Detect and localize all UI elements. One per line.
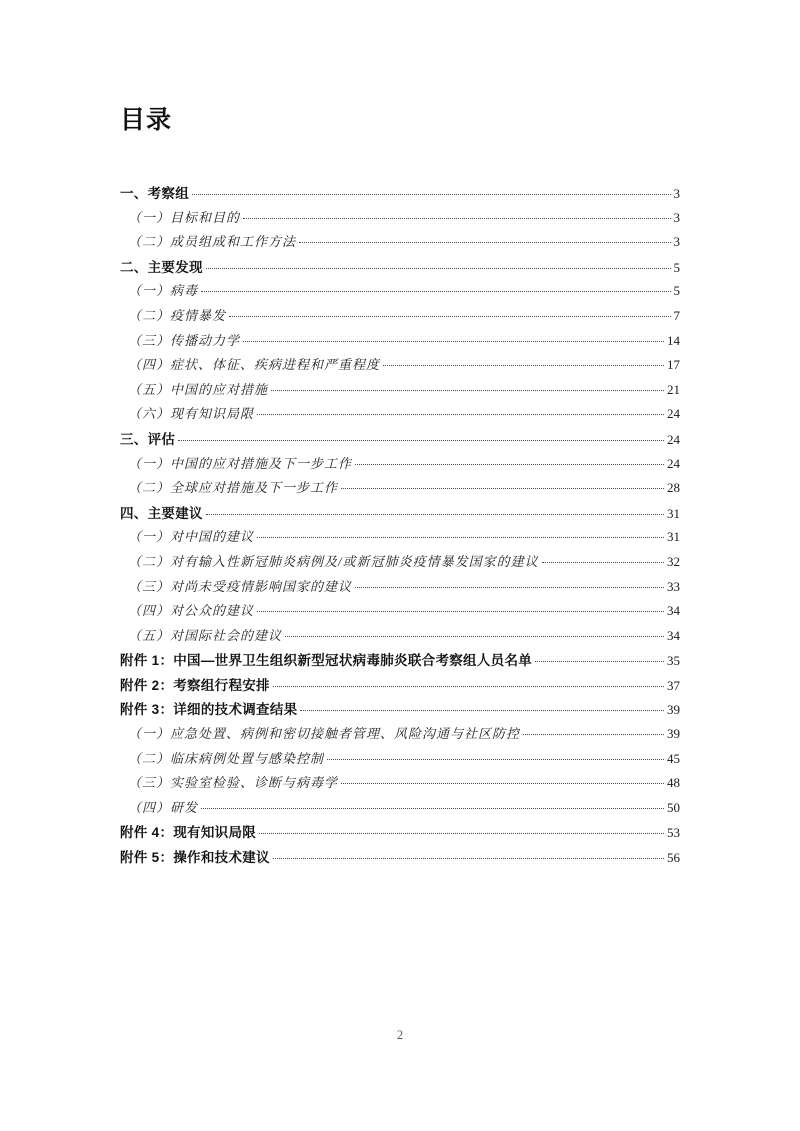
toc-entry[interactable] xyxy=(120,551,680,576)
dotted-leader xyxy=(383,365,664,366)
toc-entry-label: （二）疫情暴发 xyxy=(128,307,227,323)
toc-entry[interactable] xyxy=(120,526,680,551)
page-number: 2 xyxy=(396,1028,404,1042)
dotted-leader xyxy=(285,636,664,637)
toc-entry-label: （一）目标和目的 xyxy=(128,209,241,225)
toc-entry[interactable] xyxy=(120,698,680,723)
toc-entry[interactable] xyxy=(120,453,680,478)
toc-entry-page: 32 xyxy=(667,553,680,569)
dotted-leader xyxy=(273,686,664,687)
dotted-leader xyxy=(355,587,664,588)
toc-entry-label: （五）对国际社会的建议 xyxy=(128,627,283,643)
toc-entry-page: 31 xyxy=(667,505,680,521)
dotted-leader xyxy=(243,218,670,219)
toc-entry-page: 37 xyxy=(667,677,680,693)
toc-entry[interactable] xyxy=(120,576,680,601)
dotted-leader xyxy=(327,759,664,760)
dotted-leader xyxy=(535,661,664,662)
toc-entry-page: 34 xyxy=(667,603,680,619)
toc-entry[interactable] xyxy=(120,674,680,699)
toc-entry-label: （五）中国的应对措施 xyxy=(128,381,269,397)
toc-entry[interactable] xyxy=(120,403,680,428)
toc-entry-page: 24 xyxy=(667,455,680,471)
toc-entry[interactable] xyxy=(120,600,680,625)
dotted-leader xyxy=(300,710,664,711)
toc-content xyxy=(120,100,680,871)
toc-entry[interactable] xyxy=(120,502,680,527)
toc-entry-page: 53 xyxy=(667,825,680,841)
page-footer xyxy=(0,1028,800,1043)
toc-entry-label: （三）实验室检验、诊断与病毒学 xyxy=(128,775,339,791)
toc-entry[interactable] xyxy=(120,280,680,305)
toc-entry[interactable] xyxy=(120,723,680,748)
toc-entry-label: （二）全球应对措施及下一步工作 xyxy=(128,480,339,496)
toc-entry-page: 39 xyxy=(667,726,680,742)
toc-entry-label: （一）病毒 xyxy=(128,283,199,299)
dotted-leader xyxy=(206,268,671,269)
toc-entry-page: 17 xyxy=(667,357,680,373)
toc-entry-label: （四）研发 xyxy=(128,799,199,815)
dotted-leader xyxy=(355,464,664,465)
toc-entry[interactable] xyxy=(120,477,680,502)
toc-entry[interactable] xyxy=(120,207,680,232)
dotted-leader xyxy=(271,390,664,391)
dotted-leader xyxy=(257,537,664,538)
toc-entry[interactable] xyxy=(120,772,680,797)
toc-entry-page: 24 xyxy=(667,431,680,447)
dotted-leader xyxy=(341,488,664,489)
dotted-leader xyxy=(201,808,664,809)
dotted-leader xyxy=(299,242,670,243)
toc-entry-label: 附件 3：详细的技术调查结果 xyxy=(120,702,298,718)
toc-entry-page: 21 xyxy=(667,381,680,397)
toc-entry-label: （六）现有知识局限 xyxy=(128,406,255,422)
toc-entry-page: 14 xyxy=(667,332,680,348)
toc-entry[interactable] xyxy=(120,305,680,330)
toc-entry[interactable] xyxy=(120,330,680,355)
toc-entry-page: 56 xyxy=(667,850,680,866)
toc-entry-page: 28 xyxy=(667,480,680,496)
toc-entry-page: 3 xyxy=(673,234,680,250)
toc-entry-page: 5 xyxy=(673,259,680,275)
dotted-leader xyxy=(259,833,664,834)
toc-entry-label: 二、主要发现 xyxy=(120,259,203,275)
toc-entry-label: （一）中国的应对措施及下一步工作 xyxy=(128,455,353,471)
toc-entry[interactable] xyxy=(120,256,680,281)
toc-entry-label: （二）临床病例处置与感染控制 xyxy=(128,750,325,766)
toc-entry-label: （三）对尚未受疫情影响国家的建议 xyxy=(128,578,353,594)
toc-entry[interactable] xyxy=(120,379,680,404)
toc-entry[interactable] xyxy=(120,354,680,379)
dotted-leader xyxy=(523,734,664,735)
toc-entry-page: 7 xyxy=(673,307,680,323)
toc-entry-label: （三）传播动力学 xyxy=(128,332,241,348)
toc-entry-label: （一）应急处置、病例和密切接触者管理、风险沟通与社区防控 xyxy=(128,726,521,742)
toc-entry[interactable] xyxy=(120,846,680,871)
dotted-leader xyxy=(542,562,664,563)
toc-entry-page: 33 xyxy=(667,578,680,594)
dotted-leader xyxy=(257,611,664,612)
toc-entry-page: 50 xyxy=(667,799,680,815)
toc-entry[interactable] xyxy=(120,625,680,650)
toc-entry-page: 39 xyxy=(667,702,680,718)
dotted-leader xyxy=(341,783,664,784)
toc-list xyxy=(120,182,680,871)
toc-entry-page: 3 xyxy=(673,209,680,225)
dotted-leader xyxy=(257,414,664,415)
toc-entry-page: 48 xyxy=(667,775,680,791)
toc-entry-label: （四）症状、体征、疾病进程和严重程度 xyxy=(128,357,381,373)
toc-entry-label: （二）成员组成和工作方法 xyxy=(128,234,297,250)
toc-entry-page: 35 xyxy=(667,653,680,669)
toc-entry-label: （二）对有输入性新冠肺炎病例及/或新冠肺炎疫情暴发国家的建议 xyxy=(128,553,539,569)
toc-entry-page: 45 xyxy=(667,750,680,766)
toc-entry-label: 附件 5：操作和技术建议 xyxy=(120,850,270,866)
toc-entry[interactable] xyxy=(120,797,680,822)
toc-entry[interactable] xyxy=(120,182,680,207)
toc-entry-label: 四、主要建议 xyxy=(120,505,203,521)
dotted-leader xyxy=(178,440,664,441)
dotted-leader xyxy=(201,291,670,292)
toc-entry[interactable] xyxy=(120,428,680,453)
toc-entry[interactable] xyxy=(120,821,680,846)
toc-entry-label: 附件 2：考察组行程安排 xyxy=(120,677,270,693)
toc-entry-label: 三、评估 xyxy=(120,431,176,447)
dotted-leader xyxy=(273,858,664,859)
toc-entry-page: 3 xyxy=(673,186,680,201)
toc-entry-page: 34 xyxy=(667,627,680,643)
toc-entry-page: 24 xyxy=(667,406,680,422)
dotted-leader xyxy=(206,514,664,515)
toc-entry[interactable] xyxy=(120,231,680,256)
dotted-leader xyxy=(192,194,671,195)
toc-entry-label: 附件 4：现有知识局限 xyxy=(120,825,257,841)
dotted-leader xyxy=(243,341,664,342)
toc-entry-label: 附件 1：中国—世界卫生组织新型冠状病毒肺炎联合考察组人员名单 xyxy=(120,653,533,669)
dotted-leader xyxy=(229,316,670,317)
toc-entry-label: （四）对公众的建议 xyxy=(128,603,255,619)
toc-entry[interactable] xyxy=(120,649,680,674)
toc-entry-page: 31 xyxy=(667,529,680,545)
toc-entry-label: 一、考察组 xyxy=(120,186,189,201)
toc-title: 目录 xyxy=(120,106,173,134)
toc-entry[interactable] xyxy=(120,748,680,773)
toc-entry-page: 5 xyxy=(673,283,680,299)
toc-entry-label: （一）对中国的建议 xyxy=(128,529,255,545)
